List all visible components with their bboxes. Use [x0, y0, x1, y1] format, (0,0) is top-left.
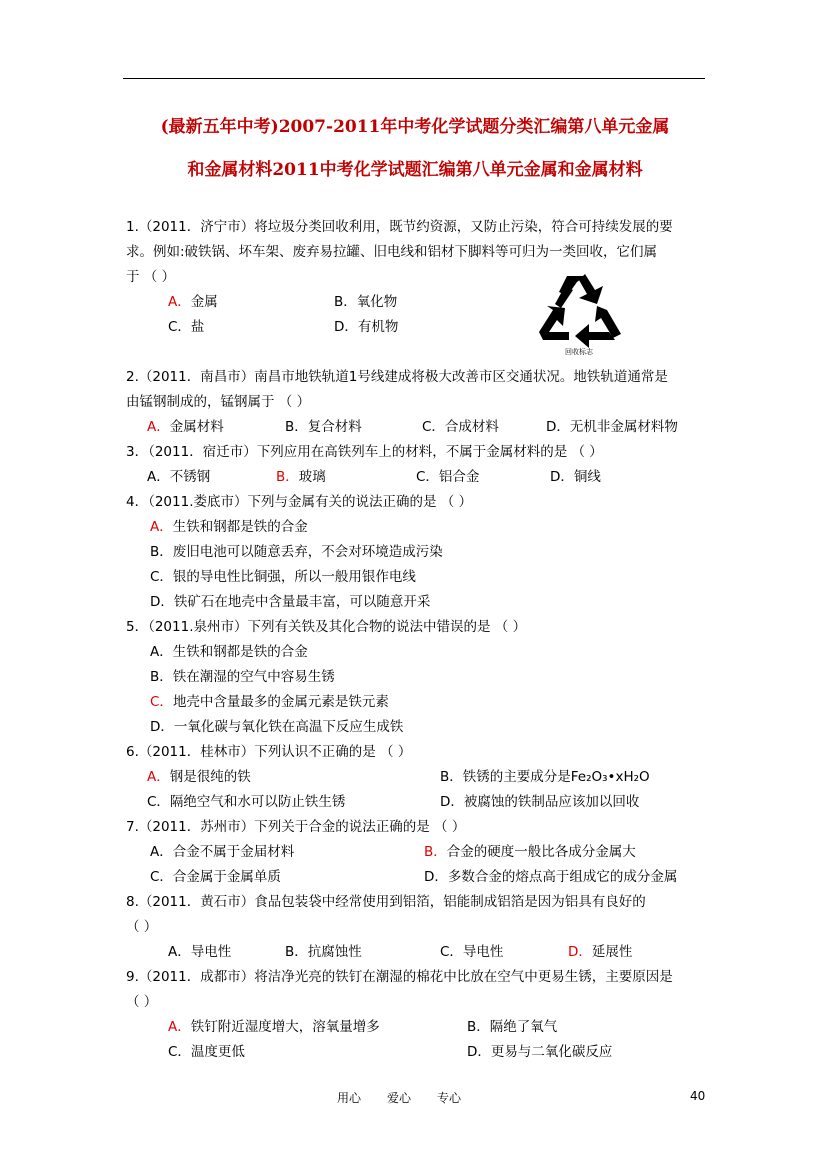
q6-option-a: A．钢是很纯的铁: [147, 769, 251, 785]
q6-option-d: D．被腐蚀的铁制品应该加以回收: [440, 794, 640, 810]
q5-option-b: B．铁在潮湿的空气中容易生锈: [150, 669, 335, 685]
q3-answer-letter: B．: [276, 469, 299, 485]
q7-option-a: A．合金不属于金届材料: [150, 844, 295, 860]
q9-stem-line-1: 9.（2011．成都市）将洁净光亮的铁钉在潮湿的棉花中比放在空气中更易生锈，主要原因是: [126, 969, 673, 985]
q4-option-b: B．废旧电池可以随意丢弃，不会对环境造成污染: [150, 544, 443, 560]
q2-option-b: B．复合材料: [285, 419, 362, 435]
q1-stem-line-2: 求。例如:破铁锅、坏车架、废弃易拉罐、旧电线和铝材下脚料等可归为一类回收，它们属: [126, 244, 658, 260]
footer-word-3: 专心: [437, 1091, 462, 1105]
q2-answer-letter: A．: [147, 419, 170, 435]
q8-option-a: A．导电性: [168, 944, 232, 960]
q6-option-b: B．铁锈的主要成分是Fe₂O₃•xH₂O: [440, 769, 650, 785]
q8-option-b: B．抗腐蚀性: [285, 944, 362, 960]
q2-option-c: C．合成材料: [422, 419, 499, 435]
q1-option-d: D．有机物: [334, 319, 399, 335]
q3-option-c: C．铝合金: [416, 469, 480, 485]
q8-stem-line-2: （ ）: [126, 919, 158, 935]
q9-option-b: B．隔绝了氧气: [467, 1019, 558, 1035]
q1-option-a: A．金属: [168, 294, 218, 310]
footer-word-2: 爱心: [387, 1091, 412, 1105]
q1-option-c: C．盐: [168, 319, 205, 335]
q6-answer-letter: A．: [147, 769, 170, 785]
document-title-line-1: (最新五年中考)2007-2011年中考化学试题分类汇编第八单元金属: [160, 117, 670, 137]
q8-option-d: D．延展性: [568, 944, 633, 960]
q4-option-d: D．铁矿石在地壳中含量最丰富，可以随意开采: [150, 594, 431, 610]
q8-option-c: C．导电性: [440, 944, 504, 960]
q7-option-b: B．合金的硬度一般比各成分金属大: [424, 844, 636, 860]
q6-option-c: C．隔绝空气和水可以防止铁生锈: [147, 794, 346, 810]
q5-option-d: D．一氧化碳与氧化铁在高温下反应生成铁: [150, 719, 404, 735]
q5-option-a: A．生铁和钢都是铁的合金: [150, 644, 308, 660]
q1-stem-line-1: 1.（2011．济宁市）将垃圾分类回收利用，既节约资源，又防止污染，符合可持续发展的要: [126, 219, 673, 235]
q2-stem-line-2: 由锰钢制成的，锰钢属于 （ ）: [126, 394, 311, 410]
q9-stem-line-2: （ ）: [126, 994, 158, 1010]
footer-word-1: 用心: [337, 1091, 362, 1105]
q3-option-a: A．不锈钢: [147, 469, 211, 485]
q5-stem: 5．（2011.泉州市）下列有关铁及其化合物的说法中错误的是 （ ）: [126, 619, 527, 635]
q6-stem: 6.（2011．桂林市）下列认识不正确的是 （ ）: [126, 744, 412, 760]
q8-stem-line-1: 8.（2011．黄石市）食品包装袋中经常使用到铝箔，铝能制成铝箔是因为铝具有良好的: [126, 894, 646, 910]
q4-option-c: C．银的导电性比铜强，所以一般用银作电线: [150, 569, 416, 585]
page-number: 40: [690, 1089, 706, 1103]
q8-answer-letter: D．: [568, 944, 592, 960]
logo-caption: 回收标志: [565, 348, 593, 356]
q3-option-d: D．铜线: [550, 469, 601, 485]
q4-answer-letter: A．: [150, 519, 173, 535]
q2-stem-line-1: 2.（2011．南昌市）南昌市地铁轨道1号线建成将极大改善市区交通状况。地铁轨道通常是: [126, 369, 668, 385]
q9-option-a: A．铁钉附近湿度增大，溶氧量增多: [168, 1019, 380, 1035]
q9-answer-letter: A．: [168, 1019, 191, 1035]
recycling-logo: [533, 266, 625, 356]
q2-option-a: A．金属材料: [147, 419, 224, 435]
q4-stem: 4．（2011.娄底市）下列与金属有关的说法正确的是 （ ）: [126, 494, 473, 510]
q1-stem-line-3: 于 （ ）: [126, 269, 176, 285]
q4-option-a: A．生铁和钢都是铁的合金: [150, 519, 308, 535]
q7-option-d: D．多数合金的熔点高于组成它的成分金属: [424, 869, 678, 885]
q3-option-b: B．玻璃: [276, 469, 326, 485]
q5-answer-letter: C．: [150, 694, 173, 710]
q7-stem: 7.（2011．苏州市）下列关于合金的说法正确的是 （ ）: [126, 819, 466, 835]
q7-option-c: C．合金属于金属单质: [150, 869, 281, 885]
header-rule: [123, 78, 705, 79]
q7-answer-letter: B．: [424, 844, 447, 860]
q9-option-d: D．更易与二氧化碳反应: [467, 1044, 613, 1060]
document-title-line-2: 和金属材料2011中考化学试题汇编第八单元金属和金属材料: [187, 160, 643, 180]
q1-option-b: B．氧化物: [334, 294, 398, 310]
q5-option-c: C．地壳中含量最多的金属元素是铁元素: [150, 694, 389, 710]
q9-option-c: C．温度更低: [168, 1044, 245, 1060]
q2-option-d: D．无机非金属材料物: [546, 419, 678, 435]
q3-stem: 3．（2011．宿迁市）下列应用在高铁列车上的材料，不属于金属材料的是 （ ）: [126, 444, 603, 460]
q1-answer-letter: A．: [168, 294, 191, 310]
